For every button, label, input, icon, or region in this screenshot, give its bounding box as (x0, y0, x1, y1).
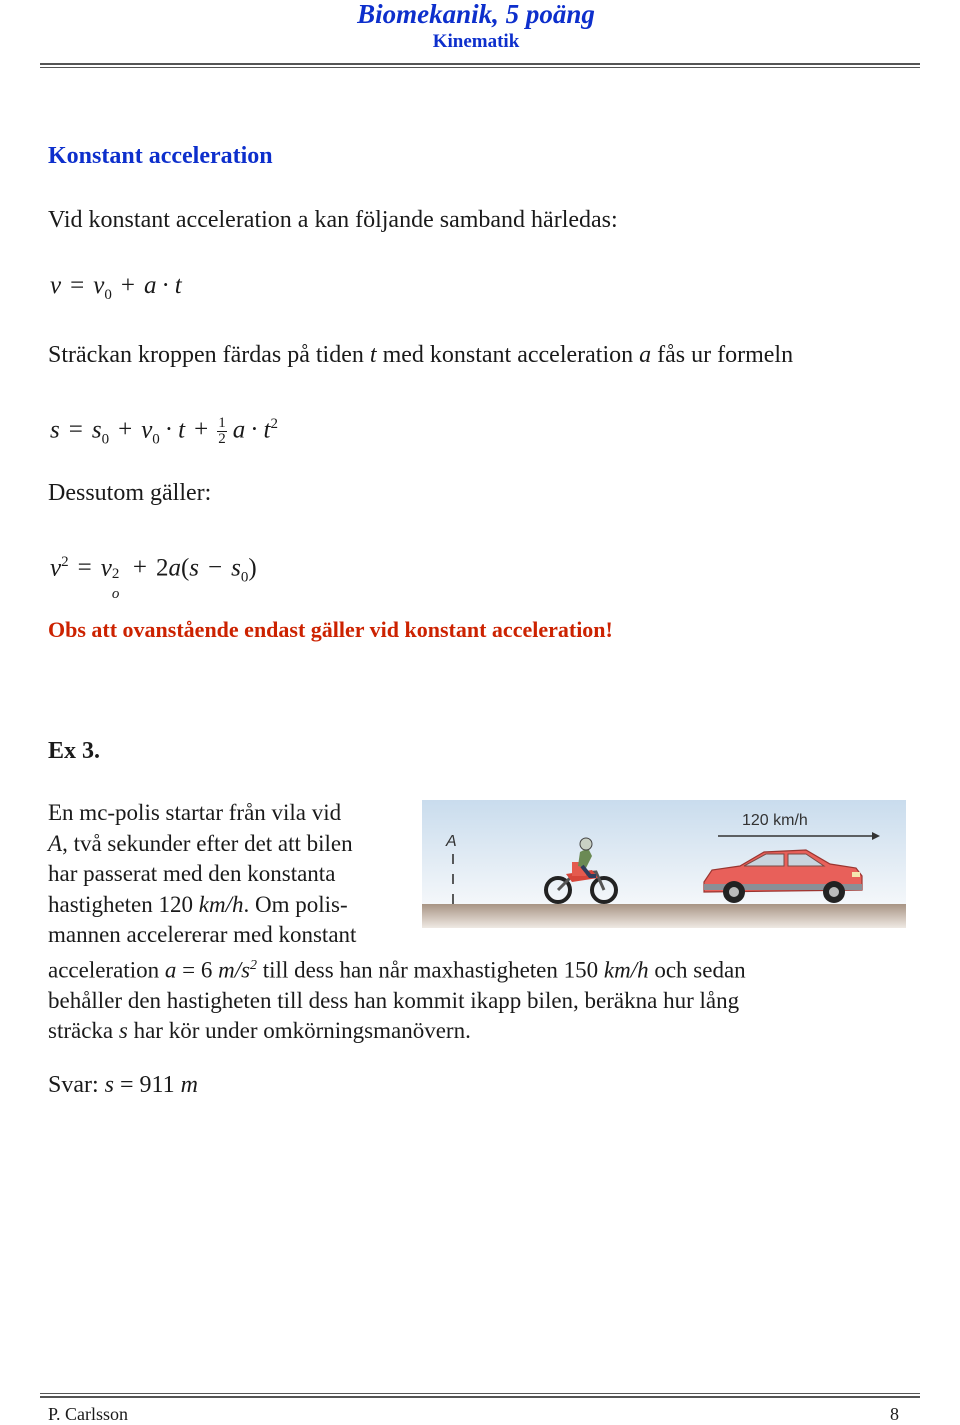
var-v: v (50, 554, 62, 582)
unit-kmh: km/h (603, 957, 649, 983)
equals-sign: = (70, 272, 85, 299)
fraction-half (217, 416, 227, 447)
dot-operator: · (164, 416, 174, 444)
answer-prefix: Svar: (48, 1072, 105, 1098)
exponent-two: 2 (61, 554, 69, 570)
problem-line-8 (48, 1016, 878, 1047)
answer-var: s (104, 1072, 115, 1098)
problem-line-7: behåller den hastigheten till dess han kommit ikapp bilen, beräkna hur lång (48, 987, 740, 1013)
distance-var-a: a (639, 342, 652, 368)
moreover-paragraph: Dessutom gäller: (48, 480, 212, 506)
two-a: 2a (155, 554, 181, 582)
problem-line-3: har passerat med den konstanta (48, 861, 336, 886)
position-formula (50, 409, 278, 454)
unit-ms: m/s (218, 957, 251, 983)
problem-line-5: mannen accelererar med konstant (48, 922, 357, 947)
problem-line-6-b: = 6 (176, 957, 219, 983)
equals-sign: = (68, 416, 83, 444)
var-a: a (143, 272, 157, 299)
var-v: v (50, 272, 62, 299)
section-heading: Konstant acceleration (48, 143, 273, 169)
var-v0: v (93, 272, 105, 299)
minus-sign: − (208, 554, 223, 582)
subscript-zero: 0 (104, 287, 112, 303)
open-paren: ( (180, 554, 190, 582)
velocity-formula (50, 271, 182, 310)
subscript-zero: 0 (240, 569, 249, 586)
problem-line-6-c: till dess han når maxhastigheten 150 (257, 957, 604, 983)
intro-paragraph: Vid konstant acceleration a kan följande samband härledas: (48, 207, 618, 233)
distance-text-1: Sträckan kroppen färdas på tiden (48, 342, 370, 368)
distance-text-3: fås ur formeln (651, 342, 794, 368)
problem-line-8-b: har kör under omkörningsmanövern. (127, 1018, 471, 1044)
var-t: t (263, 416, 271, 444)
page-number: 8 (890, 1404, 899, 1424)
subscript-zero: 0 (101, 431, 110, 448)
var-s0: s (91, 416, 102, 444)
problem-line-6 (48, 951, 878, 986)
plus-sign: + (132, 554, 147, 582)
plus-sign: + (118, 416, 133, 444)
distance-text-2: med konstant acceleration (376, 342, 640, 368)
close-paren: ) (248, 554, 257, 582)
road (422, 904, 906, 928)
footer-rule-thick (40, 1396, 920, 1398)
dot-operator: · (250, 416, 259, 444)
warning-note: Obs att ovanstående endast gäller vid konstant acceleration! (48, 617, 613, 642)
plus-sign: + (194, 416, 209, 444)
exponent-two: 2 (270, 416, 278, 432)
speed-label: 120 km/h (742, 812, 808, 829)
var-v0: v (141, 416, 153, 444)
answer (48, 1072, 198, 1099)
answer-unit: m (180, 1072, 199, 1098)
problem-line-2-rest: , två sekunder efter det att bilen (62, 830, 353, 856)
answer-value: = 911 (114, 1072, 181, 1098)
document-title: Biomekanik, 5 poäng (357, 0, 595, 29)
distance-paragraph (48, 340, 793, 370)
var-s: s (118, 1018, 128, 1044)
var-s: s (189, 554, 199, 582)
equals-sign: = (77, 554, 92, 582)
problem-line-6-a: acceleration (48, 957, 165, 983)
plus-sign: + (120, 272, 135, 299)
problem-line-8-a: sträcka (48, 1018, 119, 1044)
problem-line-4-a: hastigheten 120 (48, 891, 199, 917)
velocity-squared-formula (50, 547, 257, 603)
unit-kmh: km/h (198, 891, 244, 917)
fraction-denominator: 2 (218, 431, 226, 448)
point-a-var: A (48, 830, 63, 856)
motorcycle-car-figure (422, 800, 906, 928)
var-t: t (178, 416, 186, 444)
subscript-o: o (111, 586, 120, 603)
var-vo: v (100, 554, 112, 582)
subscript-zero: 0 (152, 431, 160, 448)
var-a: a (232, 416, 246, 444)
example-title: Ex 3. (48, 738, 101, 764)
var-a: a (164, 957, 177, 983)
var-s: s (50, 416, 60, 444)
footer-author: P. Carlsson (48, 1404, 129, 1424)
fraction-numerator: 1 (218, 415, 226, 432)
problem-line-1: En mc-polis startar från vila vid (48, 800, 342, 825)
distance-var-t: t (369, 342, 377, 368)
header-rule-thin (40, 67, 920, 68)
document-subtitle: Kinematik (432, 31, 520, 52)
var-s0: s (231, 554, 241, 582)
exponent-two: 2 (250, 957, 258, 973)
point-a-label: A (446, 833, 457, 850)
footer-rule (40, 1393, 920, 1394)
var-t: t (174, 272, 182, 299)
header-rule (40, 63, 920, 65)
dot-operator: · (161, 272, 170, 299)
exponent-two: 2 (111, 566, 120, 583)
problem-line-6-d: och sedan (648, 957, 746, 983)
problem-line-4-b: . Om polis- (243, 891, 348, 917)
